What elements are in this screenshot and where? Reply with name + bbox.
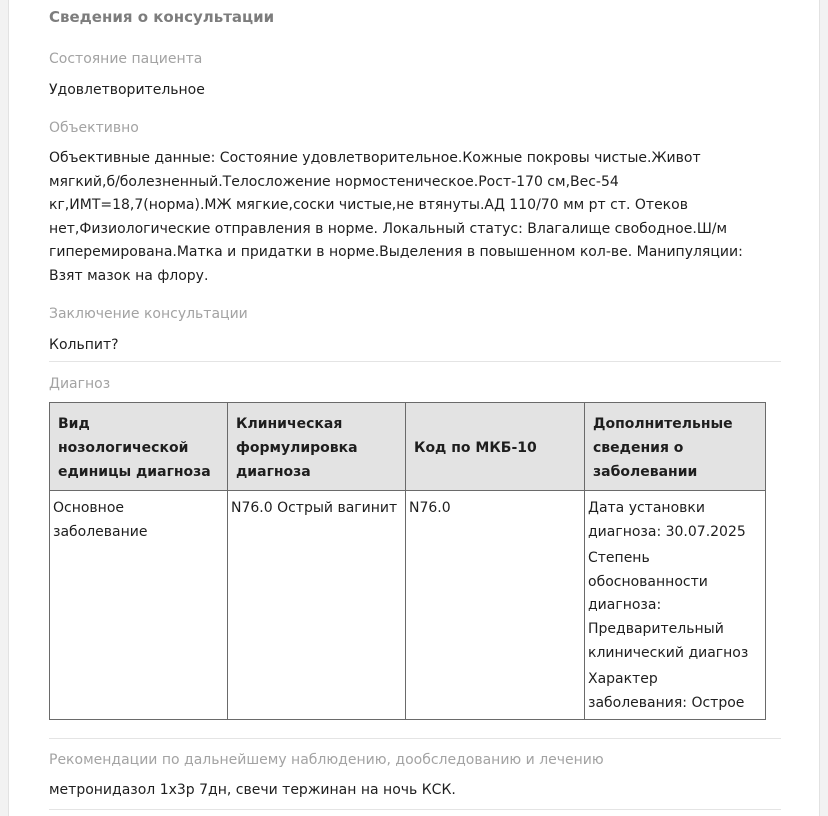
objective-line: кг,ИМТ=18,7(норма).МЖ мягкие,соски чистые,не втянуты.АД 110/70 мм рт ст. Отеков <box>49 197 688 214</box>
table-row <box>50 491 766 720</box>
divider <box>49 738 781 739</box>
cell-clinical: N76.0 Острый вагинит <box>228 491 406 720</box>
recommendations-value: метронидазол 1х3р 7дн, свечи тержинан на ночь КСК. <box>49 782 456 798</box>
objective-text <box>49 147 779 289</box>
objective-line: Объективные данные: Состояние удовлетворительное.Кожные покровы чистые.Живот <box>49 150 701 166</box>
consultation-document <box>8 0 820 816</box>
conclusion-value: Кольпит? <box>49 337 119 353</box>
cell-type: Основное заболевание <box>50 491 228 720</box>
extra-date: Дата установки диагноза: 30.07.2025 <box>588 500 746 540</box>
diagnosis-label: Диагноз <box>49 376 111 392</box>
header-code: Код по МКБ-10 <box>406 403 585 491</box>
objective-line: Взят мазок на флору. <box>49 267 209 284</box>
objective-label: Объективно <box>49 120 139 136</box>
section-title: Сведения о консультации <box>49 8 275 26</box>
header-extra: Дополнительные сведения о заболевании <box>585 403 766 491</box>
extra-character: Характер заболевания: Острое <box>588 671 745 711</box>
header-type: Вид нозологической единицы диагноза <box>50 403 228 491</box>
cell-extra <box>585 491 766 720</box>
divider <box>49 809 781 810</box>
extra-validity: Степень обоснованности диагноза: Предварительный клинический диагноз <box>588 550 749 661</box>
recommendations-label: Рекомендации по дальнейшему наблюдению, дообследованию и лечению <box>49 752 604 768</box>
diagnosis-table <box>49 402 766 720</box>
cell-code: N76.0 <box>406 491 585 720</box>
objective-line: нет,Физиологические отправления в норме. Локальный статус: Влагалище свободное.Ш/м <box>49 220 728 237</box>
objective-line: гиперемирована.Матка и придатки в норме.Выделения в повышенном кол-ве. Манипуляции: <box>49 244 743 261</box>
patient-state-label: Состояние пациента <box>49 51 203 67</box>
conclusion-label: Заключение консультации <box>49 306 248 322</box>
divider <box>49 361 781 362</box>
table-header-row <box>50 403 766 491</box>
objective-line: мягкий,б/болезненный.Телосложение нормостеническое.Рост-170 см,Вес-54 <box>49 173 619 190</box>
header-clinical: Клиническая формулировка диагноза <box>228 403 406 491</box>
patient-state-value: Удовлетворительное <box>49 82 205 98</box>
